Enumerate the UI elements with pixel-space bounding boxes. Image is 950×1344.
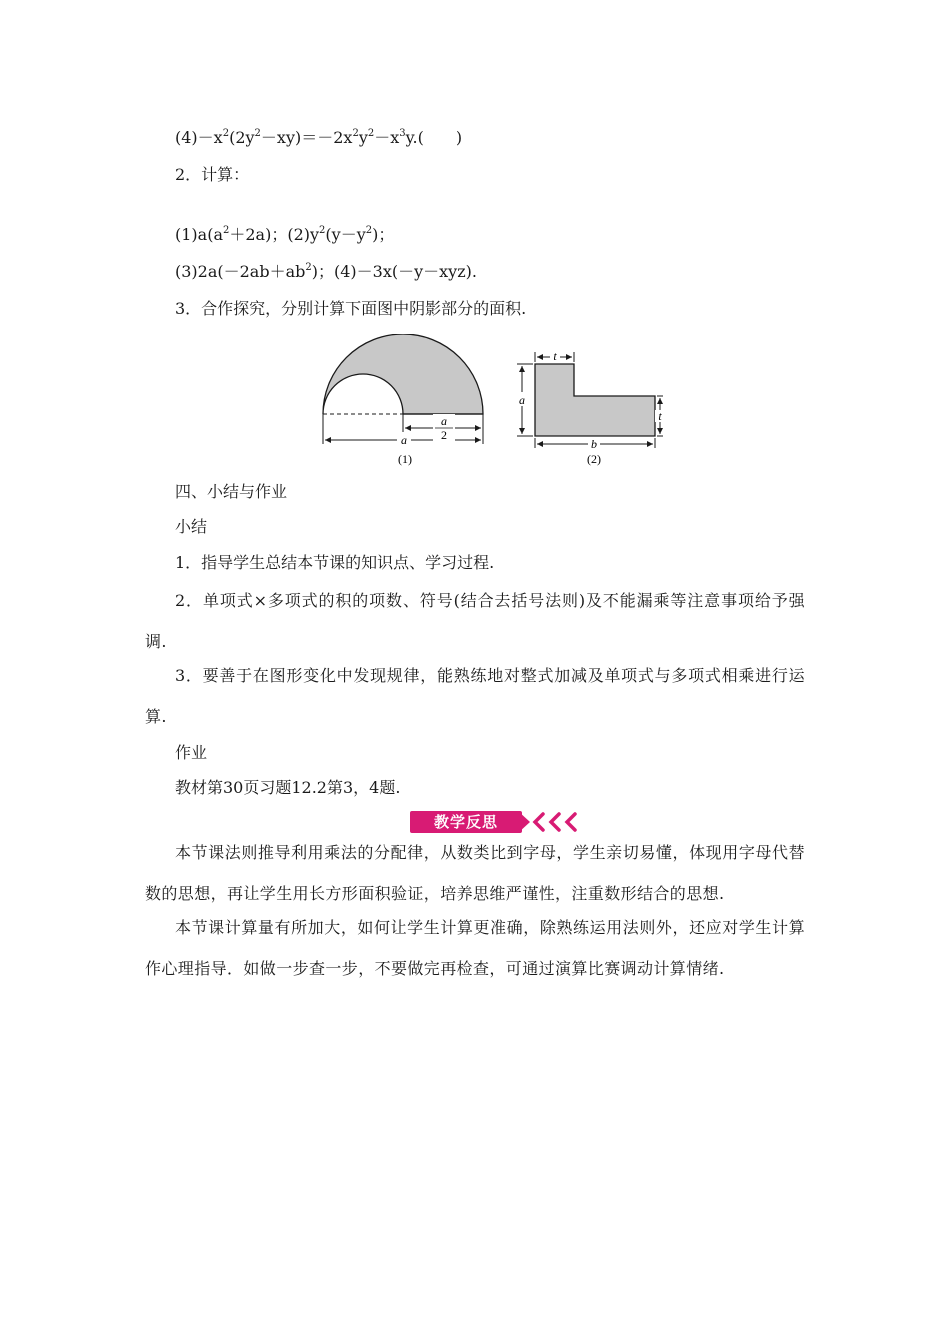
- figure2-label-a: a: [519, 393, 525, 407]
- exponent: 2: [367, 127, 375, 139]
- section-title-summary: 四、小结与作业: [175, 482, 288, 501]
- expr-text: )；(4)－3x(－y－xyz).: [311, 262, 477, 281]
- exercise1-item4: [175, 128, 462, 148]
- figure2-shaded-lshape: [517, 352, 663, 448]
- figure2-label-t-right: t: [658, 409, 662, 423]
- expr-text: (4)－x: [175, 128, 223, 147]
- expr-text: －xy)＝－2x: [260, 128, 353, 147]
- reflection-paragraph-2: 本节课计算量有所加大，如何让学生计算更准确，除熟练运用法则外，还应对学生计算作心理指导．如做一步查一步，不要做完再检查，可通过演算比赛调动计算情绪.: [145, 918, 805, 978]
- chevron-left-icon: [532, 812, 546, 832]
- exponent: 2: [222, 127, 230, 139]
- exercise2-title: 2．计算：: [175, 165, 250, 184]
- expr-text: )；: [372, 225, 395, 244]
- homework-label: 作业: [175, 743, 208, 762]
- exponent: 2: [305, 261, 312, 273]
- figure1-label-a: a: [401, 433, 407, 447]
- exponent: 2: [254, 127, 261, 139]
- figure2-caption: (2): [587, 452, 601, 466]
- figure2-label-b: b: [591, 437, 597, 451]
- banner-title: 教学反思: [433, 813, 498, 831]
- banner-tip-icon: [518, 811, 532, 833]
- summary-item-3: 3．要善于在图形变化中发现规律，能熟练地对整式加减及单项式与多项式相乘进行运算.: [145, 666, 805, 726]
- figure1-half-denominator: 2: [441, 428, 447, 442]
- summary-item-2: 2．单项式×多项式的积的项数、符号(结合去括号法则)及不能漏乘等注意事项给予强调.: [145, 591, 805, 651]
- exponent: 3: [399, 127, 406, 139]
- chevron-left-icon: [548, 812, 562, 832]
- exercise2-row2: [175, 262, 477, 282]
- expr-text: －x: [374, 128, 400, 147]
- summary-item-1: 1．指导学生总结本节课的知识点、学习过程.: [175, 553, 495, 572]
- geometry-figures: [315, 334, 675, 469]
- exponent: 2: [352, 127, 359, 139]
- exercise3-title: 3．合作探究，分别计算下面图中阴影部分的面积.: [175, 299, 527, 318]
- exercise2-row1: [175, 225, 394, 245]
- figure1-shaded-arc: [323, 334, 483, 444]
- chevron-left-icon: [564, 812, 578, 832]
- figure1-half-numerator: a: [441, 414, 447, 428]
- reflection-paragraph-1: 本节课法则推导利用乘法的分配律，从数类比到字母，学生亲切易懂，体现用字母代替数的思想，再让学生用长方形面积验证，培养思维严谨性，注重数形结合的思想.: [145, 843, 805, 903]
- expr-text: y: [358, 128, 368, 147]
- expr-text: (2y: [229, 128, 255, 147]
- expr-text: (y－y: [325, 225, 366, 244]
- exponent: 2: [319, 224, 326, 236]
- expr-text: y.( ): [405, 128, 463, 147]
- expr-text: (3)2a(－2ab＋ab: [175, 262, 306, 281]
- exponent: 2: [365, 224, 373, 236]
- homework-text: 教材第30页习题12.2第3，4题.: [175, 778, 401, 797]
- figure1-caption: (1): [398, 452, 412, 466]
- expr-text: (1)a(a: [175, 225, 223, 244]
- summary-label: 小结: [175, 517, 208, 536]
- figure2-label-t-top: t: [553, 349, 557, 363]
- expr-text: ＋2a)；(2)y: [229, 225, 320, 244]
- exponent: 2: [222, 224, 230, 236]
